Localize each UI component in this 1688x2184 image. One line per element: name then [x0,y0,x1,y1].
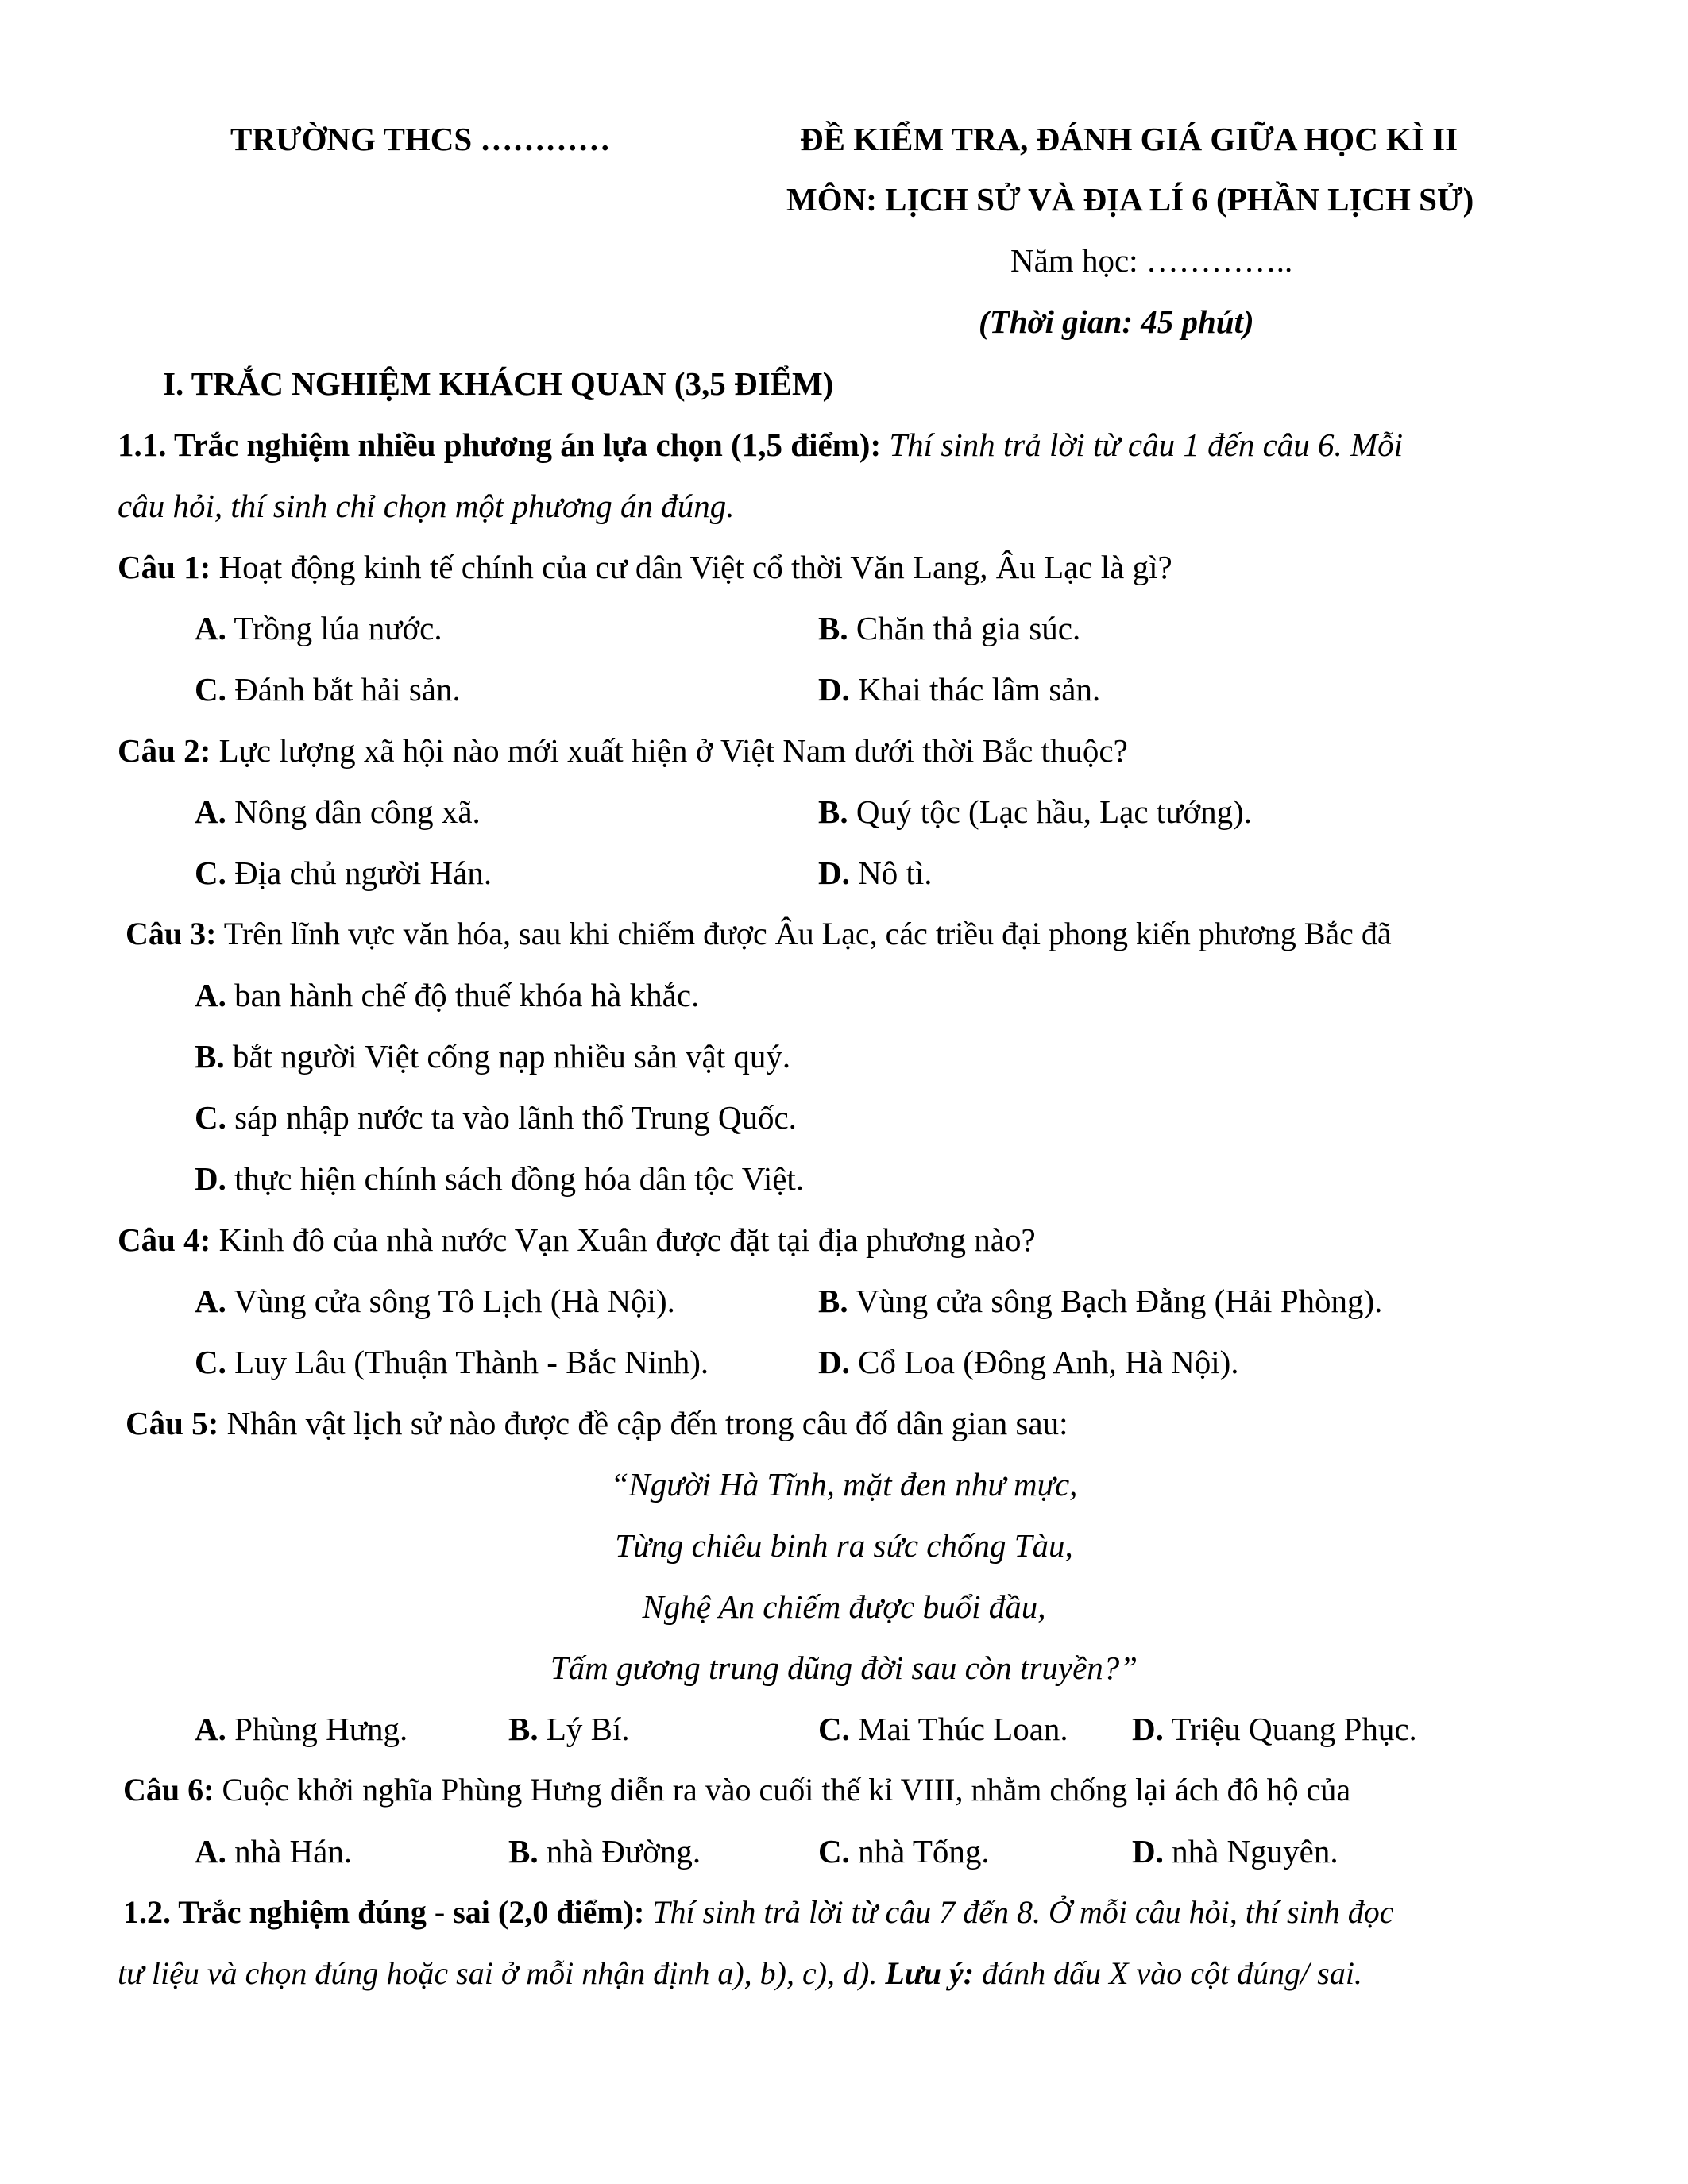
q2-option-a: A. Nông dân công xã. [195,793,481,830]
question-5 [126,1405,1068,1442]
question-text: Trên lĩnh vực văn hóa, sau khi chiếm được Âu Lạc, các triều đại phong kiến phương Bắc đã [216,916,1392,951]
q4-option-b: B. Vùng cửa sông Bạch Đằng (Hải Phòng). [818,1283,1383,1319]
question-text: Cuộc khởi nghĩa Phùng Hưng diễn ra vào cuối thế kỉ VIII, nhằm chống lại ách đô hộ của [214,1772,1351,1808]
q5-option-a: A. Phùng Hưng. [195,1711,408,1747]
q4-option-c: C. Luy Lâu (Thuận Thành - Bắc Ninh). [195,1344,709,1380]
note-label: Lưu ý: [885,1955,975,1991]
question-label: Câu 1: [118,549,211,585]
question-6 [123,1772,1350,1808]
q3-option-b: B. bắt người Việt cống nạp nhiều sản vật quý. [195,1038,791,1075]
question-text: Hoạt động kinh tế chính của cư dân Việt cổ thời Văn Lang, Âu Lạc là gì? [211,549,1172,585]
exam-duration: (Thời gian: 45 phút) [979,303,1254,340]
exam-subject: MÔN: LỊCH SỬ VÀ ĐỊA LÍ 6 (PHẦN LỊCH SỬ) [786,181,1474,218]
q4-option-d: D. Cổ Loa (Đông Anh, Hà Nội). [818,1344,1239,1380]
question-label: Câu 5: [126,1405,219,1441]
q2-option-b: B. Quý tộc (Lạc hầu, Lạc tướng). [818,793,1252,830]
part-1-1-instruction [118,426,1403,464]
q3-option-a: A. ban hành chế độ thuế khóa hà khắc. [195,977,700,1013]
poem-line-4: Tấm gương trung dũng đời sau còn truyền?” [550,1650,1138,1686]
q6-option-c: C. nhà Tống. [818,1833,990,1870]
question-text: Lực lượng xã hội nào mới xuất hiện ở Việt Nam dưới thời Bắc thuộc? [211,732,1128,769]
question-label: Câu 3: [126,916,217,951]
question-label: Câu 6: [123,1772,214,1808]
part-1-2-label: 1.2. Trắc nghiệm đúng - sai (2,0 điểm): [123,1894,645,1930]
q1-option-c: C. Đánh bắt hải sản. [195,671,461,708]
q1-option-a: A. Trồng lúa nước. [195,610,442,646]
q5-option-d: D. Triệu Quang Phục. [1132,1711,1417,1747]
school-name: TRƯỜNG THCS ………… [230,121,611,157]
poem-line-1: “Người Hà Tĩnh, mặt đen như mực, [610,1466,1078,1503]
q6-option-a: A. nhà Hán. [195,1833,353,1870]
question-3 [126,916,1392,952]
school-year: Năm học: ………….. [1010,242,1293,279]
q2-option-c: C. Địa chủ người Hán. [195,855,492,891]
q1-option-d: D. Khai thác lâm sản. [818,671,1101,708]
part-1-1-instruction-cont: câu hỏi, thí sinh chỉ chọn một phương án đúng. [118,488,735,524]
q2-option-d: D. Nô tì. [818,855,933,891]
poem-line-2: Từng chiêu binh ra sức chống Tàu, [615,1527,1073,1564]
q3-option-c: C. sáp nhập nước ta vào lãnh thổ Trung Quốc. [195,1099,797,1136]
exam-title: ĐỀ KIỂM TRA, ĐÁNH GIÁ GIỮA HỌC KÌ II [800,121,1458,157]
question-1 [118,549,1172,586]
q5-option-c: C. Mai Thúc Loan. [818,1711,1068,1747]
q6-option-b: B. nhà Đường. [508,1833,701,1870]
part-1-1-label: 1.1. Trắc nghiệm nhiều phương án lựa chọn (1,5 điểm): [118,426,882,463]
q4-option-a: A. Vùng cửa sông Tô Lịch (Hà Nội). [195,1283,675,1319]
part-1-2-text: Thí sinh trả lời từ câu 7 đến 8. Ở mỗi câu hỏi, thí sinh đọc [644,1894,1394,1930]
poem-line-3: Nghệ An chiếm được buổi đầu, [642,1588,1046,1625]
question-label: Câu 4: [118,1221,211,1258]
q6-option-d: D. nhà Nguyên. [1132,1833,1338,1870]
question-2 [118,732,1128,770]
question-4 [118,1221,1036,1259]
section-title: I. TRẮC NGHIỆM KHÁCH QUAN (3,5 ĐIỂM) [163,365,834,402]
q1-option-b: B. Chăn thả gia súc. [818,610,1081,646]
q3-option-d: D. thực hiện chính sách đồng hóa dân tộc Việt. [195,1160,805,1197]
part-1-2-instruction-cont: tư liệu và chọn đúng hoặc sai ở mỗi nhận định a), b), c), d). Lưu ý: đánh dấu X vào cột đúng/ sai. [118,1955,1362,1991]
question-text: Nhân vật lịch sử nào được đề cập đến trong câu đố dân gian sau: [218,1405,1068,1441]
part-1-2-instruction [123,1894,1393,1931]
question-label: Câu 2: [118,732,211,769]
question-text: Kinh đô của nhà nước Vạn Xuân được đặt tại địa phương nào? [211,1221,1036,1258]
part-1-1-text: Thí sinh trả lời từ câu 1 đến câu 6. Mỗi [881,426,1404,463]
q5-option-b: B. Lý Bí. [508,1711,630,1747]
